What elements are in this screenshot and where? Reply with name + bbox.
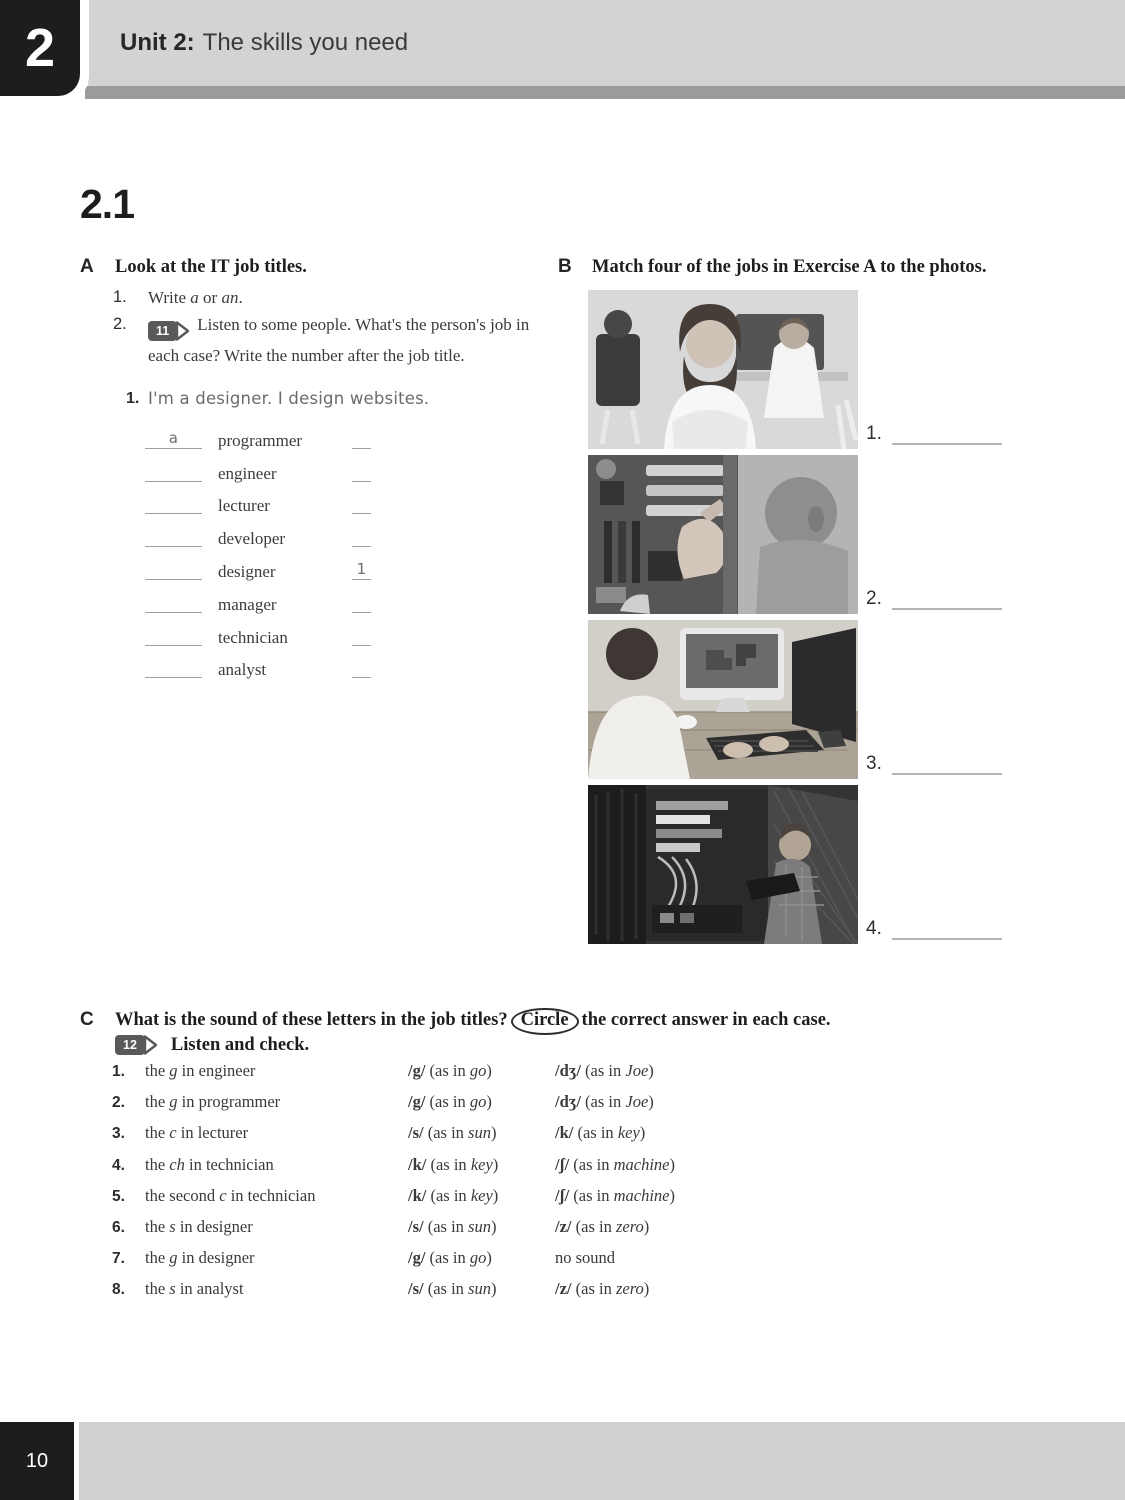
photo-3: [588, 620, 858, 779]
job-row: [80, 421, 460, 454]
row-number: 8.: [112, 1281, 125, 1299]
row-item: the s in designer: [145, 1216, 253, 1236]
exercise-a-title: Look at the IT job titles.: [115, 257, 307, 277]
number-blank[interactable]: [352, 592, 371, 613]
exercise-a-example: [80, 389, 429, 409]
exercise-c-letter: C: [80, 1009, 94, 1030]
photo-answer-blank[interactable]: [892, 588, 1002, 610]
row-number: 6.: [112, 1218, 125, 1236]
row-option-2[interactable]: /k/ (as in key): [555, 1123, 646, 1143]
row-item: the ch in technician: [145, 1154, 274, 1174]
job-row: [80, 454, 460, 487]
job-row: [80, 519, 460, 552]
sound-choice-row: [112, 1092, 1012, 1123]
unit-title: The skills you need: [202, 29, 409, 56]
row-item: the s in analyst: [145, 1279, 244, 1299]
row-number: 3.: [112, 1125, 125, 1143]
page-number: 10: [0, 1422, 74, 1500]
sound-choice-row: [112, 1061, 1012, 1092]
sound-choice-row: [112, 1217, 1012, 1248]
row-number: 4.: [112, 1156, 125, 1174]
number-blank[interactable]: [352, 493, 371, 514]
number-blank[interactable]: [352, 526, 371, 547]
exercise-c-subtitle-row: [115, 1033, 309, 1057]
photo-2: [588, 455, 858, 614]
footer-bar: [79, 1422, 1125, 1500]
job-title: manager: [218, 594, 277, 614]
article-blank[interactable]: [145, 428, 202, 449]
step-number: 1.: [113, 288, 127, 306]
row-option-2[interactable]: /z/ (as in zero): [555, 1216, 650, 1236]
unit-label: Unit 2:: [120, 29, 195, 56]
photo-number: 4.: [866, 918, 882, 939]
exercise-b-head: [558, 256, 987, 278]
job-title: engineer: [218, 463, 277, 483]
number-blank[interactable]: [352, 625, 371, 646]
number-blank[interactable]: [352, 461, 371, 482]
photo-4: [588, 785, 858, 944]
unit-number-tab: [0, 0, 89, 105]
photo-1: [588, 290, 858, 449]
job-row: [80, 487, 460, 520]
job-title: designer: [218, 561, 276, 581]
job-titles-list: [80, 421, 460, 683]
photo-answer-blank[interactable]: [892, 918, 1002, 940]
row-number: 7.: [112, 1250, 125, 1268]
number-blank[interactable]: [352, 657, 371, 678]
row-item: the g in programmer: [145, 1092, 281, 1112]
lesson-number: 2.1: [80, 181, 134, 227]
exercise-c-subtitle: Listen and check.: [170, 1034, 310, 1055]
circled-word: Circle: [511, 1008, 579, 1035]
example-number: 1.: [126, 390, 140, 407]
row-option-2[interactable]: /z/ (as in zero): [555, 1279, 650, 1299]
row-item: the g in engineer: [145, 1061, 256, 1080]
job-title: developer: [218, 529, 286, 549]
photo-2-answer: [866, 588, 1002, 610]
audio-track-number: 11: [148, 321, 177, 341]
row-option-2[interactable]: no sound: [555, 1248, 616, 1268]
article-answer: a: [168, 428, 179, 447]
row-option-1[interactable]: /g/ (as in go): [408, 1092, 492, 1112]
article-blank[interactable]: [145, 461, 202, 482]
photo-1-answer: [866, 423, 1002, 445]
sound-choice-row: [112, 1155, 1012, 1186]
exercise-a-step-2: [80, 312, 542, 369]
sound-choice-row: [112, 1279, 1012, 1310]
step-text: Listen to some people. What's the person's job in each case? Write the number after the job title.: [148, 315, 530, 365]
article-blank[interactable]: [145, 657, 202, 678]
audio-track-badge[interactable]: [148, 319, 191, 343]
row-option-2[interactable]: /dʒ/ (as in Joe): [555, 1061, 654, 1080]
row-option-1[interactable]: /s/ (as in sun): [408, 1279, 497, 1299]
sound-choice-table: [112, 1061, 1012, 1311]
unit-number: 2: [0, 0, 80, 96]
exercise-a-step-1: [80, 285, 545, 311]
article-blank[interactable]: [145, 592, 202, 613]
job-row: [80, 651, 460, 684]
job-row: [80, 585, 460, 618]
exercise-a-letter: A: [80, 256, 94, 277]
photo-number: 2.: [866, 588, 882, 609]
exercise-c-title: What is the sound of these letters in the job titles? Circle the correct answer in each case.: [115, 1008, 831, 1035]
row-option-2[interactable]: /ʃ/ (as in machine): [555, 1185, 676, 1205]
number-blank[interactable]: [352, 428, 371, 449]
row-item: the c in lecturer: [145, 1123, 249, 1143]
header-accent-strip: [85, 86, 1125, 99]
example-answer-handwriting: I'm a designer. I design websites.: [148, 389, 430, 408]
job-title: analyst: [218, 660, 267, 680]
row-option-1[interactable]: /g/ (as in go): [408, 1061, 492, 1080]
photo-answer-blank[interactable]: [892, 753, 1002, 775]
job-row: [80, 552, 460, 585]
exercise-c-head: [80, 1008, 831, 1035]
exercise-a-head: [80, 256, 307, 278]
row-number: 5.: [112, 1187, 125, 1205]
row-number: 1.: [112, 1063, 125, 1080]
row-item: the second c in technician: [145, 1185, 316, 1205]
photo-number: 1.: [866, 423, 882, 444]
sound-choice-row: [112, 1186, 1012, 1217]
photo-4-answer: [866, 918, 1002, 940]
play-arrow-icon: [175, 319, 191, 343]
row-option-1[interactable]: /g/ (as in go): [408, 1248, 492, 1268]
row-option-1[interactable]: /k/ (as in key): [408, 1185, 499, 1205]
photo-3-answer: [866, 753, 1002, 775]
sound-choice-row: [112, 1248, 1012, 1279]
step-text: Write a or an.: [148, 288, 243, 307]
photo-number: 3.: [866, 753, 882, 774]
audio-track-number: 12: [115, 1035, 145, 1055]
article-blank[interactable]: [145, 493, 202, 514]
row-number: 2.: [112, 1094, 125, 1112]
row-option-2[interactable]: /dʒ/ (as in Joe): [555, 1092, 654, 1112]
job-title: technician: [218, 627, 288, 647]
step-number: 2.: [113, 315, 127, 333]
job-title: lecturer: [218, 496, 270, 516]
exercise-b-letter: B: [558, 256, 572, 277]
article-blank[interactable]: [145, 526, 202, 547]
row-option-1[interactable]: /s/ (as in sun): [408, 1216, 497, 1236]
row-option-1[interactable]: /k/ (as in key): [408, 1154, 499, 1174]
article-blank[interactable]: [145, 625, 202, 646]
exercise-b-title: Match four of the jobs in Exercise A to the photos.: [592, 257, 987, 277]
row-option-2[interactable]: /ʃ/ (as in machine): [555, 1154, 676, 1174]
number-answer: 1: [356, 559, 367, 578]
number-blank[interactable]: [352, 559, 371, 580]
play-arrow-icon: [143, 1033, 159, 1057]
job-title: programmer: [218, 430, 303, 450]
row-item: the g in designer: [145, 1248, 255, 1268]
sound-choice-row: [112, 1123, 1012, 1154]
article-blank[interactable]: [145, 559, 202, 580]
audio-track-badge[interactable]: [115, 1033, 159, 1057]
unit-header-bar: [88, 0, 1125, 86]
row-option-1[interactable]: /s/ (as in sun): [408, 1123, 497, 1143]
photo-answer-blank[interactable]: [892, 423, 1002, 445]
job-row: [80, 618, 460, 651]
